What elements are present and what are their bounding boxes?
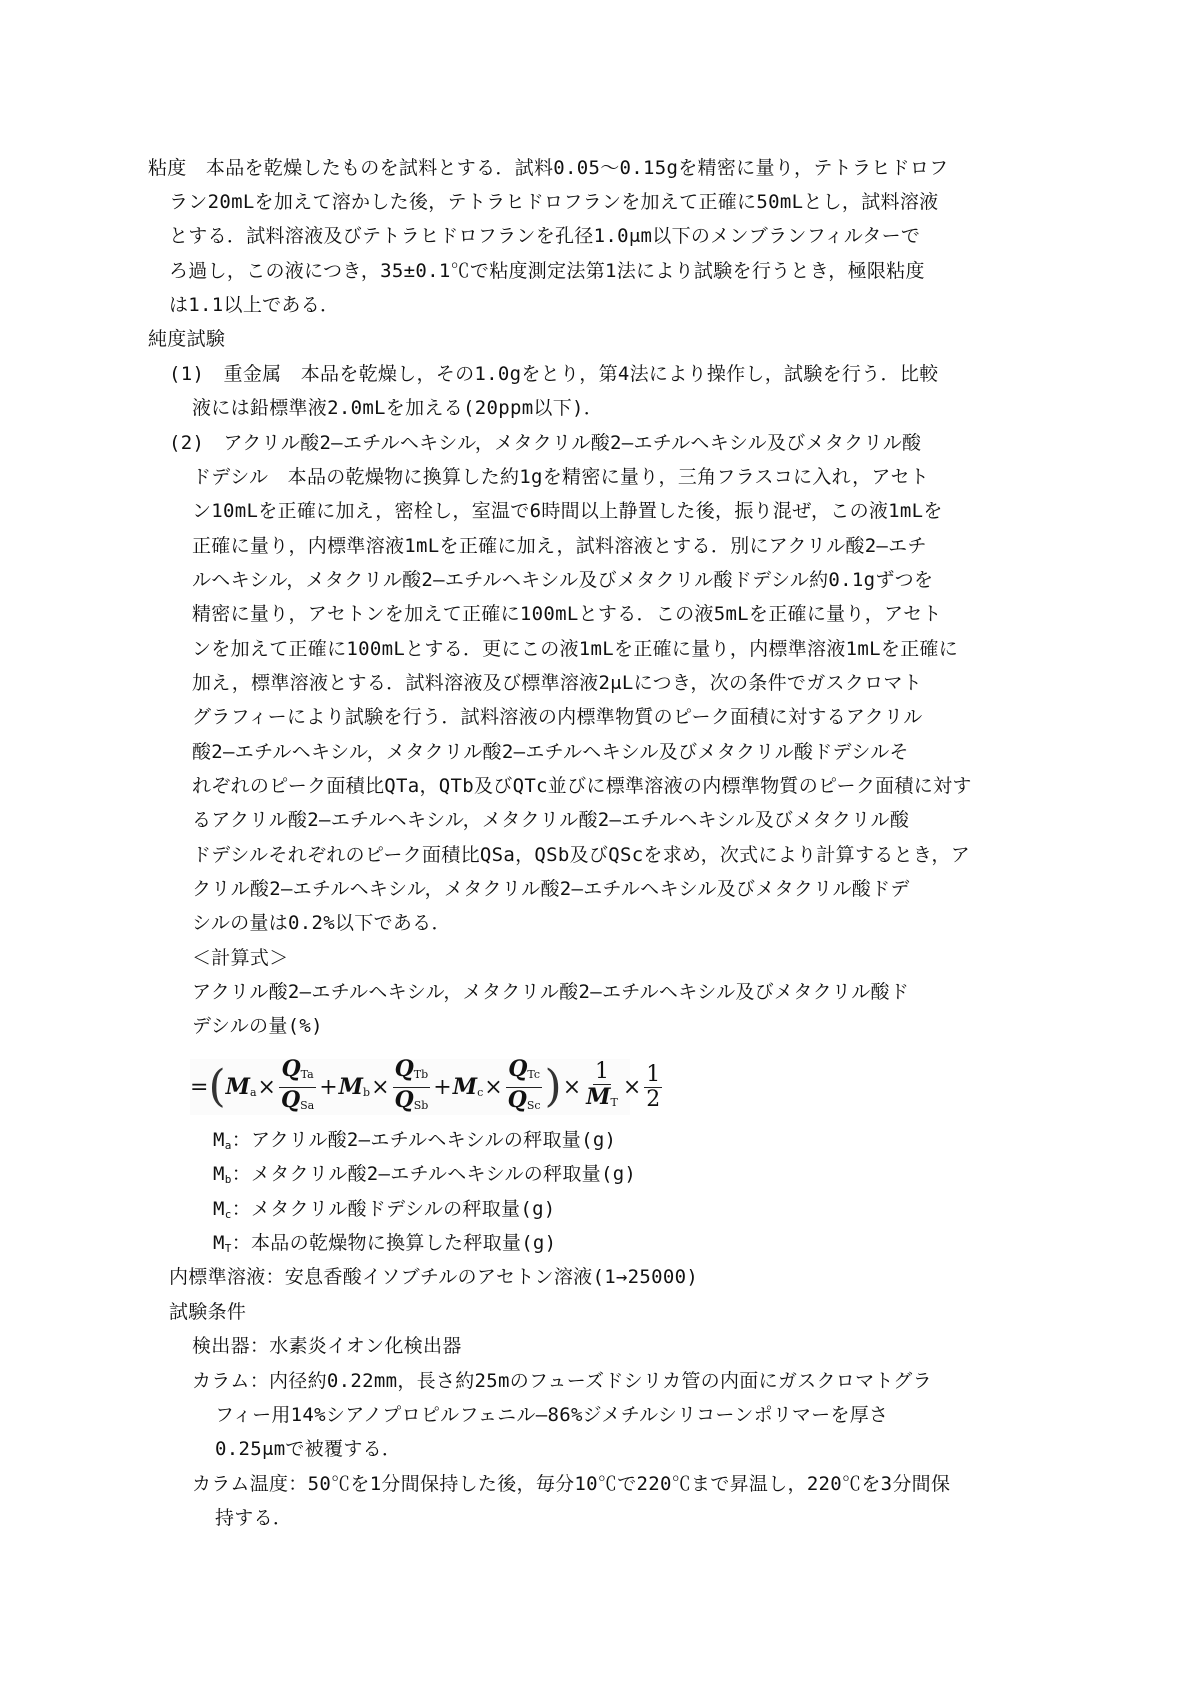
item2-text-line: るアクリル酸2―エチルヘキシル，メタクリル酸2―エチルヘキシル及びメタクリル酸: [192, 809, 910, 831]
column-line: 0.25μmで被覆する．: [215, 1438, 402, 1460]
purity-heading: 純度試験: [148, 328, 226, 350]
item1-text-line: 液には鉛標準液2.0mLを加える(20ppm以下)．: [192, 397, 604, 419]
left-paren: (: [208, 1061, 226, 1112]
plus-sign: +: [319, 1074, 338, 1100]
mass-c: Mc: [452, 1074, 484, 1100]
item2-text-line: ンを加えて正確に100mLとする．更にこの液1mLを正確に量り，内標準溶液1mLを正確に: [192, 638, 959, 660]
item2-text-line: クリル酸2―エチルヘキシル，メタクリル酸2―エチルヘキシル及びメタクリル酸ドデ: [192, 878, 910, 900]
calc-heading: ＜計算式＞: [192, 947, 289, 969]
calculation-formula: [190, 1055, 661, 1115]
conditions-heading: 試験条件: [169, 1301, 247, 1323]
item2-text-line: ルヘキシル，メタクリル酸2―エチルヘキシル及びメタクリル酸ドデシル約0.1gずつを: [192, 569, 934, 591]
viscosity-text-line: は1.1以上である．: [169, 294, 340, 316]
definition-mt: MT：本品の乾燥物に換算した秤取量(g): [213, 1232, 557, 1255]
item2-text-line: ドデシルそれぞれのピーク面積比QSa，QSb及びQScを求め，次式により計算するとき，ア: [192, 844, 971, 866]
item2-text-line: れぞれのピーク面積比QTa，QTb及びQTc並びに標準溶液の内標準物質のピーク面積に対す: [192, 775, 972, 797]
times-sign: ×: [562, 1074, 582, 1100]
item2-text-line: 酸2―エチルヘキシル，メタクリル酸2―エチルヘキシル及びメタクリル酸ドデシルそ: [192, 741, 909, 763]
right-paren: ): [544, 1061, 562, 1112]
inverse-mass-total: $\frac{1}{MT}$: [586, 1058, 618, 1110]
times-sign: ×: [484, 1074, 503, 1100]
mass-a: Ma: [225, 1074, 257, 1100]
item2-text-line: シルの量は0.2%以下である．: [192, 912, 451, 934]
one-half: $\frac{1}{2}$: [646, 1061, 661, 1112]
mass-b: Mb: [338, 1074, 371, 1100]
times-sign: ×: [257, 1074, 276, 1100]
definition-ma: Ma：アクリル酸2―エチルヘキシルの秤取量(g): [213, 1129, 617, 1152]
viscosity-text-line: 粘度 本品を乾燥したものを試料とする．試料0.05～0.15gを精密に量り，テトラヒドロフ: [148, 157, 949, 179]
viscosity-text-line: とする．試料溶液及びテトラヒドロフランを孔径1.0μm以下のメンブランフィルターで: [169, 225, 921, 247]
calc-text-line: アクリル酸2―エチルヘキシル，メタクリル酸2―エチルヘキシル及びメタクリル酸ド: [192, 981, 910, 1003]
ratio-a: $\frac{\text{QTa}}{\text{QSa}}$: [280, 1055, 315, 1113]
item2-text-line: 精密に量り，アセトンを加えて正確に100mLとする．この液5mLを正確に量り，アセト: [192, 603, 942, 625]
column-line: カラム：内径約0.22mm，長さ約25mのフューズドシリカ管の内面にガスクロマトグラ: [192, 1370, 932, 1392]
column-temperature-line: 持する．: [215, 1507, 293, 1529]
ratio-c: $\frac{\text{QTc}}{\text{QSc}}$: [507, 1055, 541, 1113]
ratio-b: $\frac{\text{QTb}}{\text{QSb}}$: [394, 1055, 429, 1113]
item1-text-line: (1) 重金属 本品を乾燥し，その1.0gをとり，第4法により操作し，試験を行う．比較: [169, 363, 939, 385]
column-line: フィー用14%シアノプロピルフェニル―86%ジメチルシリコーンポリマーを厚さ: [215, 1404, 889, 1426]
viscosity-text-line: ろ過し，この液につき，35±0.1℃で粘度測定法第1法により試験を行うとき，極限粘度: [169, 260, 925, 282]
detector-line: 検出器：水素炎イオン化検出器: [192, 1335, 462, 1357]
viscosity-text-line: ラン20mLを加えて溶かした後，テトラヒドロフランを加えて正確に50mLとし，試料溶液: [169, 191, 939, 213]
item2-text-line: (2) アクリル酸2―エチルヘキシル，メタクリル酸2―エチルヘキシル及びメタクリル酸: [169, 432, 922, 454]
times-sign: ×: [371, 1074, 390, 1100]
item2-text-line: グラフィーにより試験を行う．試料溶液の内標準物質のピーク面積に対するアクリル: [192, 706, 923, 728]
column-temperature-line: カラム温度：50℃を1分間保持した後，毎分10℃で220℃まで昇温し，220℃を3分間保: [192, 1473, 951, 1495]
equals-sign: =: [190, 1074, 209, 1100]
item2-text-line: 正確に量り，内標準溶液1mLを正確に加え，試料溶液とする．別にアクリル酸2―エチ: [192, 535, 927, 557]
times-sign: ×: [622, 1074, 642, 1100]
definition-mc: Mc：メタクリル酸ドデシルの秤取量(g): [213, 1198, 556, 1221]
item2-text-line: ン10mLを正確に加え，密栓し，室温で6時間以上静置した後，振り混ぜ，この液1mLを: [192, 500, 943, 522]
calc-text-line: デシルの量(%): [192, 1015, 323, 1037]
plus-sign: +: [433, 1074, 452, 1100]
item2-text-line: ドデシル 本品の乾燥物に換算した約1gを精密に量り，三角フラスコに入れ，アセト: [192, 466, 930, 488]
definition-mb: Mb：メタクリル酸2―エチルヘキシルの秤取量(g): [213, 1163, 637, 1186]
internal-standard-solution: 内標準溶液：安息香酸イソブチルのアセトン溶液(1→25000): [169, 1266, 699, 1288]
item2-text-line: 加え，標準溶液とする．試料溶液及び標準溶液2μLにつき，次の条件でガスクロマト: [192, 672, 923, 694]
